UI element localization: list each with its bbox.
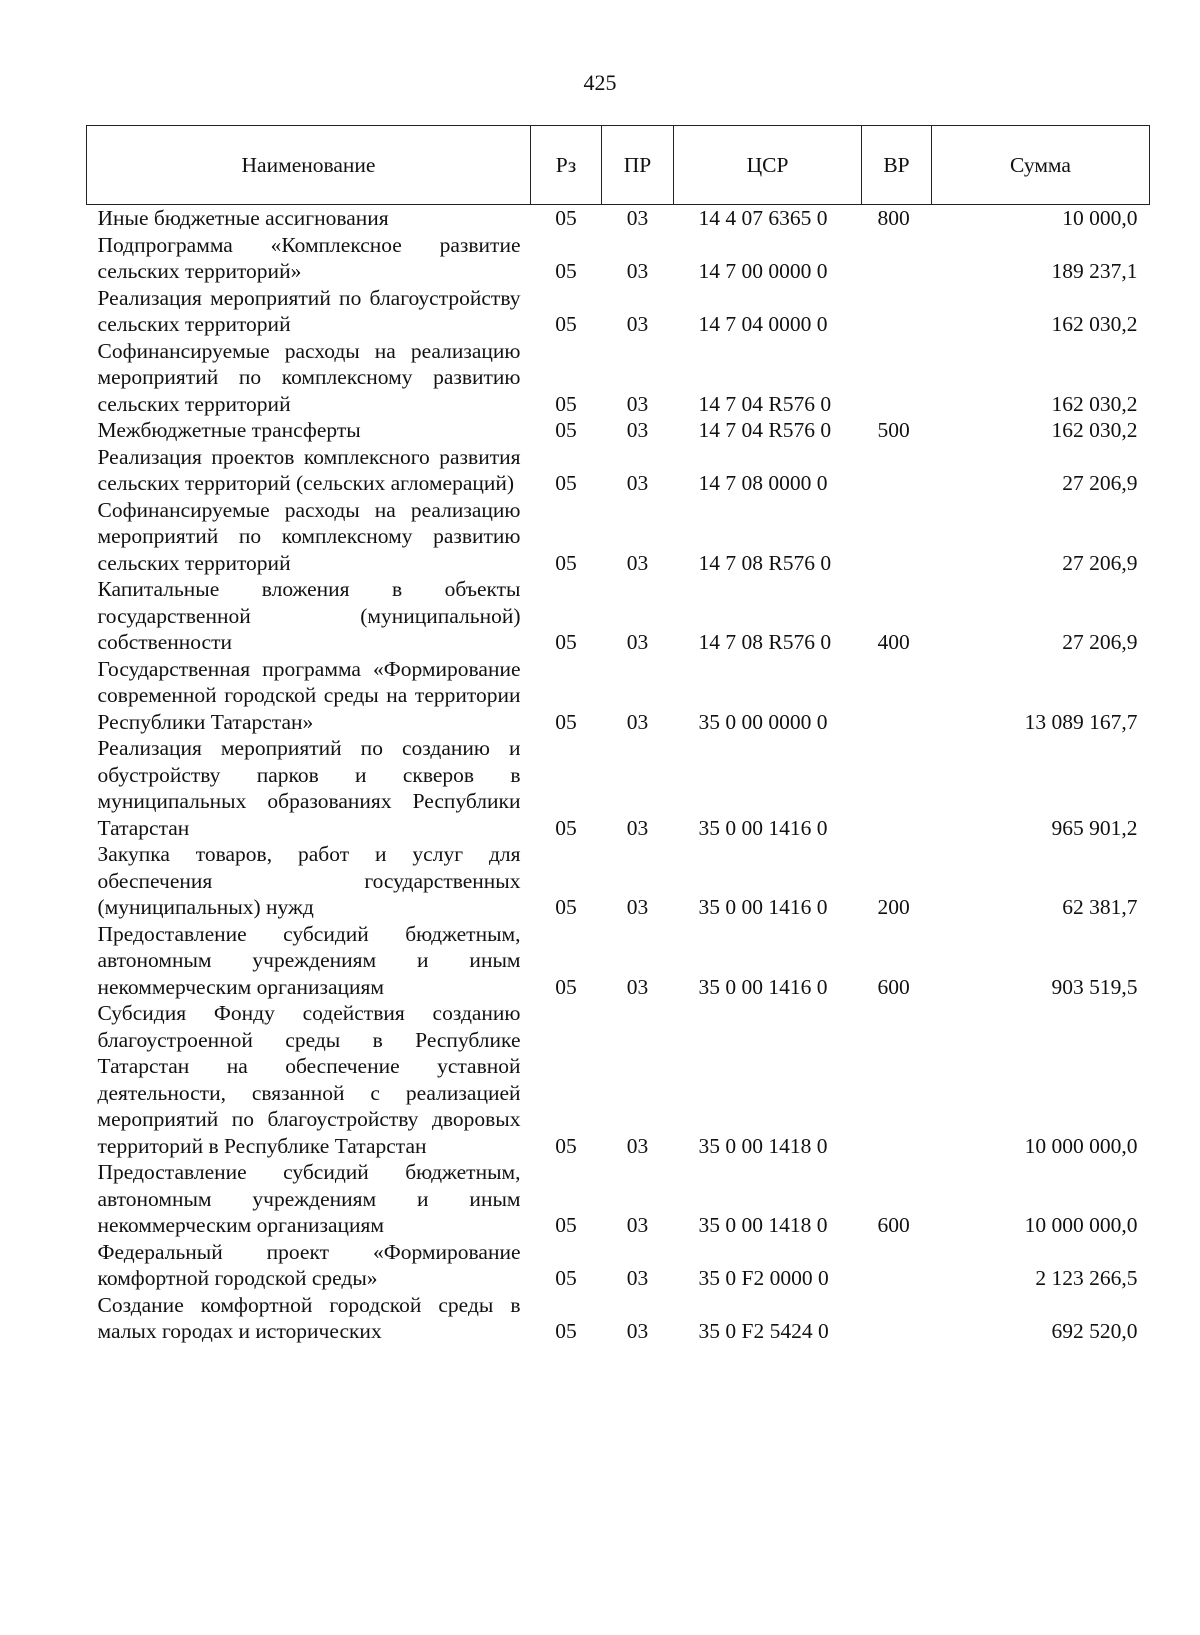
table-row bbox=[87, 841, 1150, 921]
table-row bbox=[87, 576, 1150, 656]
row-pr: 03 bbox=[626, 550, 649, 575]
row-vr: 600 bbox=[877, 974, 910, 999]
row-pr: 03 bbox=[626, 709, 649, 734]
row-sum: 62 381,7 bbox=[1062, 895, 1138, 919]
row-sum: 162 030,2 bbox=[1051, 312, 1138, 336]
row-vr bbox=[862, 735, 932, 841]
row-name: Подпрограмма «Комплексное развитие сельских территорий» bbox=[97, 232, 521, 283]
row-rz: 05 bbox=[555, 391, 577, 416]
row-name: Межбюджетные трансферты bbox=[97, 418, 361, 442]
column-header-pr: ПР bbox=[602, 126, 674, 205]
row-rz: 05 bbox=[555, 709, 577, 734]
row-sum: 27 206,9 bbox=[1062, 630, 1138, 654]
row-name: Субсидия Фонду содействия созданию благоустроенной среды в Республике Татарстан на обеспечение уставной деятельности, связанной с реализацией мероприятий по благоустройству дворовых территорий в Республике Татарстан bbox=[97, 1001, 521, 1158]
table-row bbox=[87, 1000, 1150, 1159]
row-csr: 14 4 07 6365 0 bbox=[698, 206, 828, 230]
row-csr: 14 7 00 0000 0 bbox=[698, 259, 828, 283]
table-row bbox=[87, 1239, 1150, 1292]
row-csr: 35 0 00 1418 0 bbox=[698, 1213, 828, 1237]
row-vr: 400 bbox=[877, 630, 910, 654]
row-rz: 05 bbox=[555, 550, 577, 575]
row-pr: 03 bbox=[626, 895, 649, 919]
row-sum: 13 089 167,7 bbox=[1024, 709, 1138, 734]
row-name: Закупка товаров, работ и услуг для обеспечения государственных (муниципальных) нужд bbox=[97, 842, 521, 919]
table-row bbox=[87, 285, 1150, 338]
row-vr: 600 bbox=[877, 1213, 910, 1237]
row-name: Предоставление субсидий бюджетным, автономным учреждениям и иным некоммерческим организациям bbox=[97, 1160, 521, 1237]
row-pr: 03 bbox=[626, 630, 649, 654]
row-csr: 14 7 04 0000 0 bbox=[698, 312, 828, 336]
row-pr: 03 bbox=[626, 259, 649, 283]
table-row bbox=[87, 232, 1150, 285]
table-row bbox=[87, 417, 1150, 444]
row-rz: 05 bbox=[555, 471, 577, 495]
row-vr bbox=[862, 497, 932, 577]
row-pr: 03 bbox=[626, 391, 649, 416]
page-number: 425 bbox=[583, 70, 617, 95]
row-csr: 35 0 00 1416 0 bbox=[698, 895, 828, 919]
row-vr: 500 bbox=[877, 418, 910, 442]
row-vr: 800 bbox=[877, 206, 910, 230]
row-sum: 189 237,1 bbox=[1051, 259, 1138, 283]
row-rz: 05 bbox=[555, 418, 577, 442]
row-pr: 03 bbox=[626, 1266, 649, 1290]
row-sum: 965 901,2 bbox=[1051, 815, 1138, 840]
row-sum: 27 206,9 bbox=[1062, 550, 1138, 575]
row-pr: 03 bbox=[626, 1213, 649, 1237]
row-name: Софинансируемые расходы на реализацию мероприятий по комплексному развитию сельских территорий bbox=[97, 338, 521, 416]
table-row bbox=[87, 338, 1150, 418]
table-row bbox=[87, 1292, 1150, 1345]
row-rz: 05 bbox=[555, 974, 577, 999]
row-rz: 05 bbox=[555, 259, 577, 283]
row-rz: 05 bbox=[555, 895, 577, 919]
row-csr: 14 7 08 R576 0 bbox=[698, 550, 832, 575]
budget-table bbox=[86, 125, 1150, 1345]
row-rz: 05 bbox=[555, 815, 577, 840]
column-header-rz: Рз bbox=[531, 126, 602, 205]
row-vr: 200 bbox=[877, 895, 910, 919]
row-name: Капитальные вложения в объекты государственной (муниципальной) собственности bbox=[97, 577, 521, 654]
row-sum: 10 000 000,0 bbox=[1024, 1213, 1138, 1237]
row-pr: 03 bbox=[626, 471, 649, 495]
row-csr: 35 0 00 0000 0 bbox=[698, 709, 828, 734]
table-row bbox=[87, 656, 1150, 736]
row-csr: 14 7 08 R576 0 bbox=[698, 630, 832, 654]
table-row bbox=[87, 921, 1150, 1001]
row-name: Предоставление субсидий бюджетным, автономным учреждениям и иным некоммерческим организациям bbox=[97, 921, 521, 999]
row-name: Создание комфортной городской среды в малых городах и исторических bbox=[97, 1292, 521, 1343]
row-sum: 10 000 000,0 bbox=[1024, 1133, 1138, 1158]
row-csr: 14 7 04 R576 0 bbox=[698, 418, 832, 442]
row-sum: 2 123 266,5 bbox=[1035, 1266, 1138, 1290]
row-sum: 903 519,5 bbox=[1051, 974, 1138, 999]
table-header bbox=[87, 126, 1150, 205]
row-name: Софинансируемые расходы на реализацию мероприятий по комплексному развитию сельских территорий bbox=[97, 497, 521, 575]
row-pr: 03 bbox=[626, 1133, 649, 1158]
row-csr: 35 0 00 1416 0 bbox=[698, 815, 828, 840]
row-pr: 03 bbox=[626, 418, 649, 442]
row-name: Реализация мероприятий по благоустройству сельских территорий bbox=[97, 285, 521, 336]
row-pr: 03 bbox=[626, 1319, 649, 1343]
row-sum: 692 520,0 bbox=[1051, 1319, 1138, 1343]
row-csr: 35 0 F2 5424 0 bbox=[698, 1319, 829, 1343]
row-name: Реализация мероприятий по созданию и обустройству парков и скверов в муниципальных образованиях Республики Татарстан bbox=[97, 736, 521, 840]
row-rz: 05 bbox=[555, 1319, 577, 1343]
row-pr: 03 bbox=[626, 815, 649, 840]
column-header-csr: ЦСР bbox=[674, 126, 862, 205]
row-name: Иные бюджетные ассигнования bbox=[97, 206, 389, 230]
table-row bbox=[87, 1159, 1150, 1239]
column-header-sum: Сумма bbox=[932, 126, 1150, 205]
row-name: Реализация проектов комплексного развития сельских территорий (сельских агломераций) bbox=[97, 444, 521, 495]
row-sum: 162 030,2 bbox=[1051, 391, 1138, 416]
row-vr bbox=[862, 338, 932, 418]
row-csr: 14 7 04 R576 0 bbox=[698, 391, 832, 416]
row-rz: 05 bbox=[555, 1133, 577, 1158]
column-header-vr: ВР bbox=[862, 126, 932, 205]
table-row bbox=[87, 205, 1150, 232]
row-rz: 05 bbox=[555, 1266, 577, 1290]
row-rz: 05 bbox=[555, 630, 577, 654]
table-body bbox=[87, 205, 1150, 1345]
row-vr bbox=[862, 444, 932, 497]
row-rz: 05 bbox=[555, 1213, 577, 1237]
table-row bbox=[87, 497, 1150, 577]
row-pr: 03 bbox=[626, 206, 649, 230]
row-name: Государственная программа «Формирование современной городской среды на территории Республики Татарстан» bbox=[97, 656, 521, 734]
row-csr: 35 0 F2 0000 0 bbox=[698, 1266, 829, 1290]
row-sum: 162 030,2 bbox=[1051, 418, 1138, 442]
row-vr bbox=[862, 1239, 932, 1292]
row-csr: 35 0 00 1418 0 bbox=[698, 1133, 828, 1158]
row-rz: 05 bbox=[555, 312, 577, 336]
table-row bbox=[87, 444, 1150, 497]
row-sum: 27 206,9 bbox=[1062, 471, 1138, 495]
row-csr: 14 7 08 0000 0 bbox=[698, 471, 828, 495]
row-pr: 03 bbox=[626, 312, 649, 336]
row-vr bbox=[862, 232, 932, 285]
row-vr bbox=[862, 656, 932, 736]
row-csr: 35 0 00 1416 0 bbox=[698, 974, 828, 999]
column-header-name: Наименование bbox=[87, 126, 531, 205]
row-vr bbox=[862, 285, 932, 338]
row-rz: 05 bbox=[555, 206, 577, 230]
row-sum: 10 000,0 bbox=[1062, 206, 1138, 230]
table-row bbox=[87, 735, 1150, 841]
row-vr bbox=[862, 1000, 932, 1159]
row-pr: 03 bbox=[626, 974, 649, 999]
row-name: Федеральный проект «Формирование комфортной городской среды» bbox=[97, 1239, 521, 1290]
row-vr bbox=[862, 1292, 932, 1345]
